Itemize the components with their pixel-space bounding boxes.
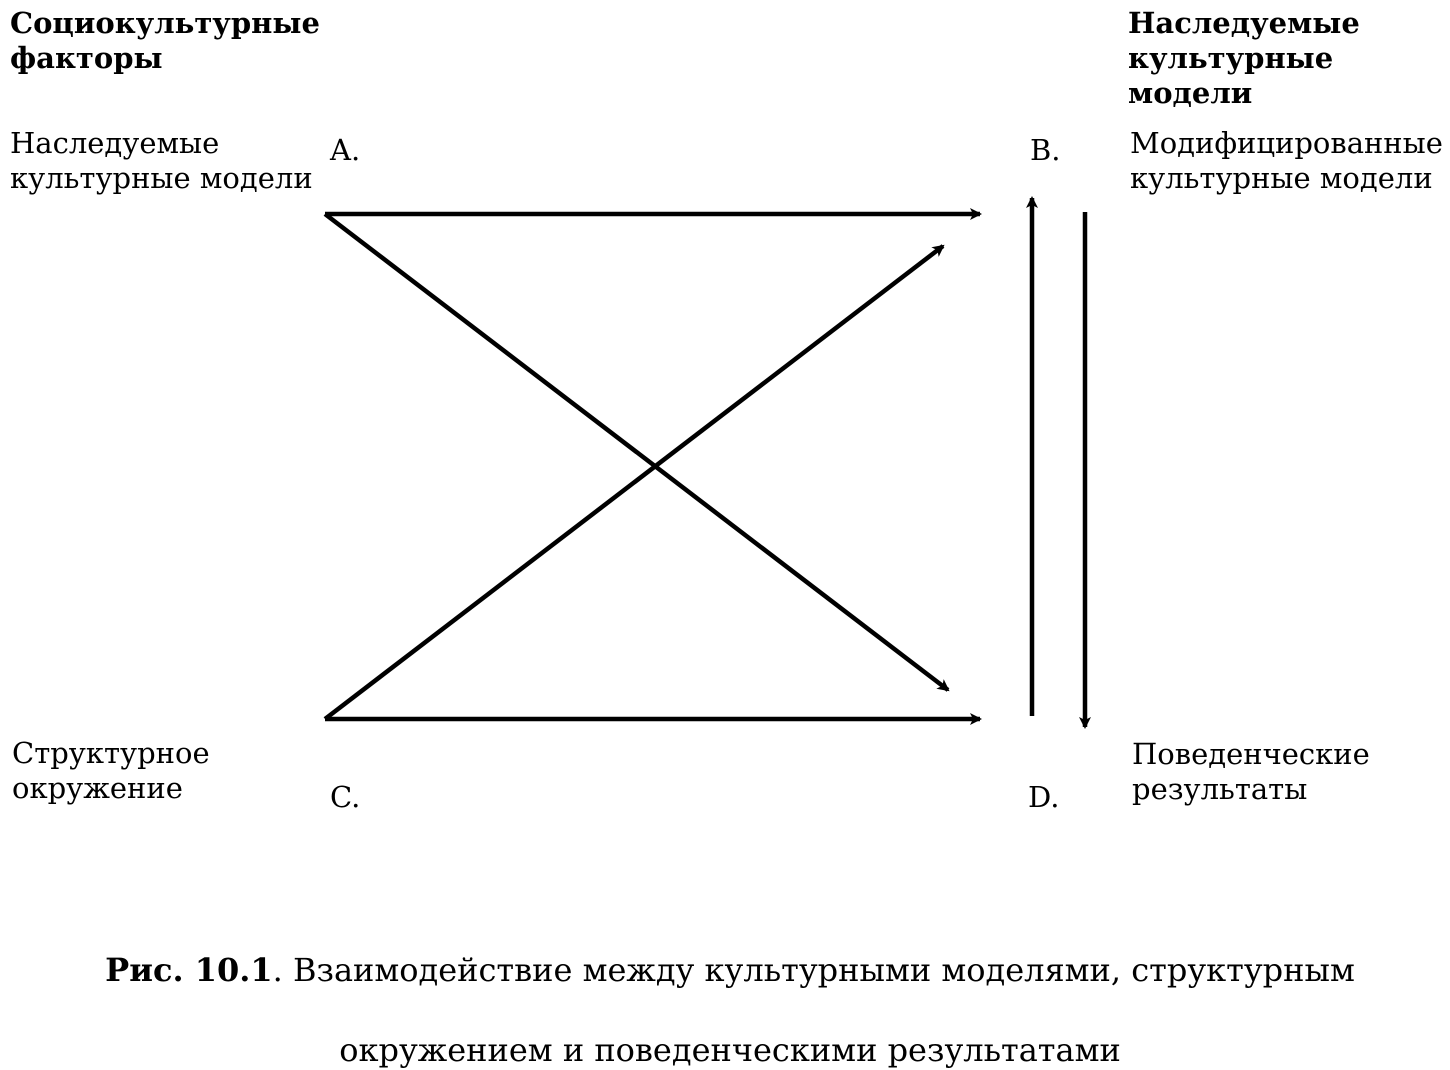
node-b-letter: B.	[1030, 133, 1061, 167]
header-sociocultural-factors: Социокультурные факторы	[10, 6, 320, 75]
node-d-letter: D.	[1028, 780, 1060, 814]
node-a-letter: A.	[330, 133, 361, 167]
label-inherited-cultural-models: Наследуемые культурные модели	[10, 126, 313, 195]
label-modified-cultural-models: Модифицированные культурные модели	[1130, 126, 1443, 195]
figure-number: Рис. 10.1	[105, 951, 273, 989]
header-inherited-cultural-models: Наследуемые культурные модели	[1128, 6, 1360, 110]
arrow-c-to-b	[325, 246, 943, 719]
node-c-letter: C.	[330, 780, 361, 814]
label-behavioral-outcomes: Поведенческие результаты	[1132, 737, 1370, 806]
caption-line-1: . Взаимодействие между культурными моделями, структурным	[272, 951, 1355, 989]
label-structural-environment: Структурное окружение	[12, 736, 210, 805]
arrow-a-to-d	[325, 214, 948, 690]
caption-line-2: окружением и поведенческими результатами	[339, 1031, 1121, 1069]
figure-caption	[60, 910, 1400, 1070]
